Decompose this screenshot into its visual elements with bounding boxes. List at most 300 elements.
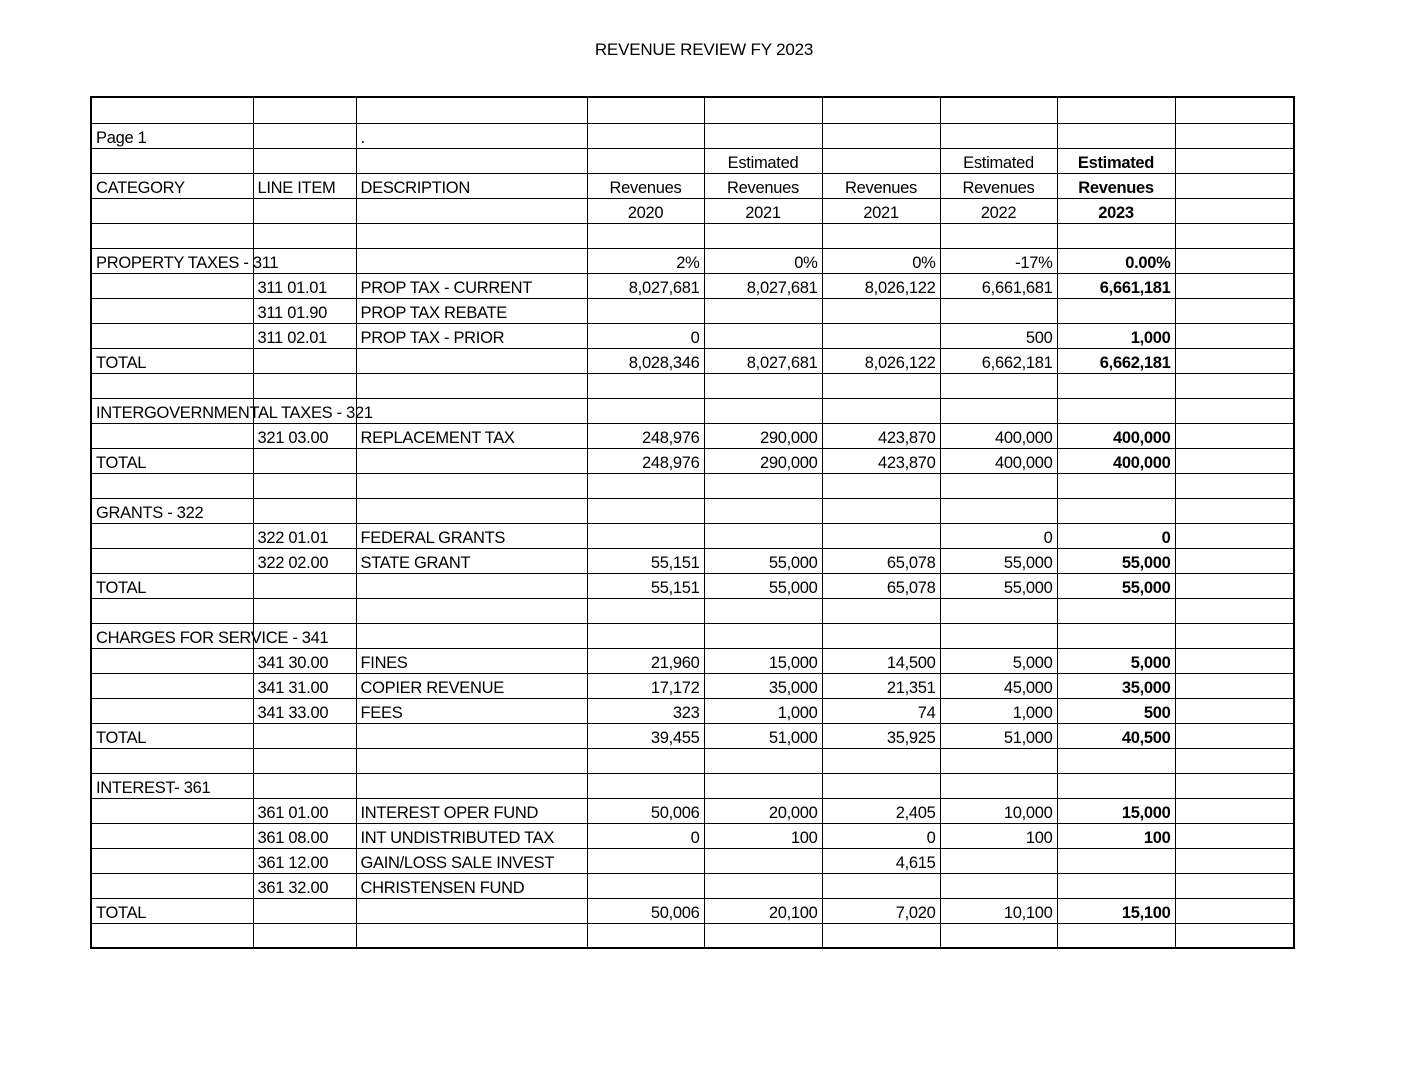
extra-cell bbox=[1175, 423, 1294, 448]
value-cell: 290,000 bbox=[704, 448, 822, 473]
header-cell: Revenues bbox=[822, 173, 940, 198]
description-cell bbox=[356, 448, 587, 473]
value-cell: 0 bbox=[822, 823, 940, 848]
description-cell bbox=[356, 623, 587, 648]
value-cell: 50,006 bbox=[587, 798, 704, 823]
line-item-cell bbox=[253, 598, 356, 623]
value-cell bbox=[1057, 748, 1175, 773]
category-cell bbox=[91, 748, 253, 773]
value-cell bbox=[940, 373, 1057, 398]
value-cell bbox=[940, 623, 1057, 648]
line-item-description: PROP TAX REBATE bbox=[356, 298, 587, 323]
line-item-code: 322 01.01 bbox=[253, 523, 356, 548]
line-item-code: 361 12.00 bbox=[253, 848, 356, 873]
value-cell: 290,000 bbox=[704, 423, 822, 448]
value-cell bbox=[1057, 473, 1175, 498]
description-cell bbox=[356, 923, 587, 948]
extra-cell bbox=[1175, 573, 1294, 598]
line-item-code: 322 02.00 bbox=[253, 548, 356, 573]
value-cell: 8,028,346 bbox=[587, 348, 704, 373]
total-row bbox=[91, 723, 1294, 748]
value-cell: 5,000 bbox=[1057, 648, 1175, 673]
value-cell: 39,455 bbox=[587, 723, 704, 748]
header-cell: 2023 bbox=[1057, 198, 1175, 223]
value-cell bbox=[704, 923, 822, 948]
value-cell: 500 bbox=[940, 323, 1057, 348]
category-cell bbox=[91, 523, 253, 548]
value-cell: 2,405 bbox=[822, 798, 940, 823]
value-cell: 7,020 bbox=[822, 898, 940, 923]
value-cell: 400,000 bbox=[940, 423, 1057, 448]
value-cell: 8,026,122 bbox=[822, 348, 940, 373]
extra-cell bbox=[1175, 323, 1294, 348]
total-row bbox=[91, 348, 1294, 373]
value-cell: 0 bbox=[587, 323, 704, 348]
value-cell bbox=[822, 523, 940, 548]
header-cell: Revenues bbox=[587, 173, 704, 198]
value-cell bbox=[587, 748, 704, 773]
total-label: TOTAL bbox=[91, 348, 253, 373]
category-cell bbox=[91, 798, 253, 823]
value-cell: 6,662,181 bbox=[940, 348, 1057, 373]
value-cell bbox=[822, 873, 940, 898]
value-cell bbox=[1057, 848, 1175, 873]
total-label: TOTAL bbox=[91, 898, 253, 923]
value-cell: 4,615 bbox=[822, 848, 940, 873]
value-cell bbox=[704, 398, 822, 423]
value-cell: 423,870 bbox=[822, 423, 940, 448]
line-item-row bbox=[91, 523, 1294, 548]
header-cell: Estimated bbox=[704, 148, 822, 173]
category-cell bbox=[91, 548, 253, 573]
line-item-code: 321 03.00 bbox=[253, 423, 356, 448]
value-cell: 35,925 bbox=[822, 723, 940, 748]
value-cell: 20,100 bbox=[704, 898, 822, 923]
category-cell bbox=[91, 373, 253, 398]
line-item-description: FINES bbox=[356, 648, 587, 673]
extra-cell bbox=[1175, 648, 1294, 673]
value-cell bbox=[587, 598, 704, 623]
extra-cell bbox=[1175, 373, 1294, 398]
value-cell bbox=[587, 848, 704, 873]
header-cell: DESCRIPTION bbox=[356, 173, 587, 198]
value-cell bbox=[704, 373, 822, 398]
value-cell: 6,661,681 bbox=[940, 273, 1057, 298]
value-cell: 1,000 bbox=[940, 698, 1057, 723]
category-cell bbox=[91, 873, 253, 898]
value-cell: 10,100 bbox=[940, 898, 1057, 923]
line-item-code: 311 01.01 bbox=[253, 273, 356, 298]
value-cell: 74 bbox=[822, 698, 940, 723]
header-cell bbox=[356, 148, 587, 173]
value-cell bbox=[704, 473, 822, 498]
value-cell bbox=[704, 498, 822, 523]
value-cell bbox=[587, 923, 704, 948]
extra-cell bbox=[1175, 298, 1294, 323]
line-item-cell bbox=[253, 373, 356, 398]
value-cell: 100 bbox=[940, 823, 1057, 848]
value-cell bbox=[704, 873, 822, 898]
extra-cell bbox=[1175, 348, 1294, 373]
header-cell: 2021 bbox=[704, 198, 822, 223]
blank-row bbox=[91, 748, 1294, 773]
line-item-description: INTEREST OPER FUND bbox=[356, 798, 587, 823]
value-cell: 55,000 bbox=[1057, 548, 1175, 573]
value-cell: 55,000 bbox=[940, 548, 1057, 573]
extra-cell bbox=[1175, 223, 1294, 248]
value-cell bbox=[587, 398, 704, 423]
value-cell: 0% bbox=[822, 248, 940, 273]
extra-cell bbox=[1175, 798, 1294, 823]
value-cell bbox=[822, 923, 940, 948]
line-item-cell bbox=[253, 723, 356, 748]
header-cell: Revenues bbox=[704, 173, 822, 198]
value-cell: 15,000 bbox=[704, 648, 822, 673]
extra-cell bbox=[1175, 773, 1294, 798]
value-cell bbox=[940, 473, 1057, 498]
extra-cell bbox=[1175, 698, 1294, 723]
value-cell: 6,661,181 bbox=[1057, 273, 1175, 298]
value-cell: 0 bbox=[1057, 523, 1175, 548]
value-cell: 40,500 bbox=[1057, 723, 1175, 748]
value-cell bbox=[940, 773, 1057, 798]
line-item-cell bbox=[253, 448, 356, 473]
extra-cell bbox=[1175, 923, 1294, 948]
line-item-code: 361 08.00 bbox=[253, 823, 356, 848]
category-cell bbox=[91, 473, 253, 498]
extra-cell bbox=[1175, 448, 1294, 473]
extra-cell bbox=[1175, 848, 1294, 873]
line-item-code: 311 01.90 bbox=[253, 298, 356, 323]
value-cell bbox=[822, 373, 940, 398]
value-cell bbox=[1057, 923, 1175, 948]
value-cell bbox=[704, 323, 822, 348]
value-cell: 21,351 bbox=[822, 673, 940, 698]
value-cell: 55,000 bbox=[704, 548, 822, 573]
value-cell: 21,960 bbox=[587, 648, 704, 673]
line-item-cell bbox=[253, 348, 356, 373]
value-cell: 35,000 bbox=[1057, 673, 1175, 698]
value-cell: 323 bbox=[587, 698, 704, 723]
document-title: REVENUE REVIEW FY 2023 bbox=[594, 40, 814, 59]
header-cell: 2020 bbox=[587, 198, 704, 223]
line-item-cell bbox=[253, 923, 356, 948]
line-item-description: INT UNDISTRIBUTED TAX bbox=[356, 823, 587, 848]
value-cell: 14,500 bbox=[822, 648, 940, 673]
description-cell bbox=[356, 898, 587, 923]
line-item-cell bbox=[253, 748, 356, 773]
extra-cell bbox=[1175, 823, 1294, 848]
value-cell: 15,100 bbox=[1057, 898, 1175, 923]
value-cell: 45,000 bbox=[940, 673, 1057, 698]
line-item-cell bbox=[253, 473, 356, 498]
value-cell: 423,870 bbox=[822, 448, 940, 473]
value-cell: 55,000 bbox=[704, 573, 822, 598]
value-cell bbox=[822, 298, 940, 323]
category-cell bbox=[91, 223, 253, 248]
header-cell bbox=[253, 148, 356, 173]
value-cell: 55,151 bbox=[587, 548, 704, 573]
header-cell bbox=[587, 148, 704, 173]
extra-cell bbox=[1175, 748, 1294, 773]
value-cell bbox=[587, 498, 704, 523]
extra-cell bbox=[1175, 673, 1294, 698]
extra-cell bbox=[1175, 898, 1294, 923]
value-cell bbox=[704, 523, 822, 548]
value-cell: 100 bbox=[704, 823, 822, 848]
category-cell bbox=[91, 598, 253, 623]
total-label: TOTAL bbox=[91, 573, 253, 598]
value-cell: 0% bbox=[704, 248, 822, 273]
value-cell bbox=[822, 623, 940, 648]
blank-row bbox=[91, 598, 1294, 623]
line-item-row bbox=[91, 848, 1294, 873]
description-cell bbox=[356, 373, 587, 398]
value-cell bbox=[940, 398, 1057, 423]
value-cell: 51,000 bbox=[704, 723, 822, 748]
value-cell bbox=[587, 298, 704, 323]
value-cell bbox=[587, 373, 704, 398]
line-item-cell bbox=[253, 773, 356, 798]
value-cell bbox=[822, 498, 940, 523]
value-cell: 50,006 bbox=[587, 898, 704, 923]
value-cell bbox=[940, 298, 1057, 323]
category-row bbox=[91, 398, 1294, 423]
description-cell bbox=[356, 748, 587, 773]
line-item-row bbox=[91, 673, 1294, 698]
extra-cell bbox=[1175, 398, 1294, 423]
category-row bbox=[91, 498, 1294, 523]
extra-cell bbox=[1175, 473, 1294, 498]
description-cell bbox=[356, 473, 587, 498]
extra-cell bbox=[1175, 873, 1294, 898]
value-cell bbox=[940, 848, 1057, 873]
header-cell: Estimated bbox=[940, 148, 1057, 173]
line-item-code: 361 01.00 bbox=[253, 798, 356, 823]
value-cell bbox=[1057, 298, 1175, 323]
line-item-description: FEES bbox=[356, 698, 587, 723]
extra-cell bbox=[1175, 523, 1294, 548]
description-cell bbox=[356, 598, 587, 623]
value-cell: 0 bbox=[940, 523, 1057, 548]
header-cell: Estimated bbox=[1057, 148, 1175, 173]
line-item-cell bbox=[253, 898, 356, 923]
value-cell: 1,000 bbox=[704, 698, 822, 723]
extra-cell bbox=[1175, 723, 1294, 748]
page-label: Page 1 bbox=[91, 123, 253, 148]
page-label-row bbox=[91, 123, 1294, 148]
value-cell: 15,000 bbox=[1057, 798, 1175, 823]
value-cell: 8,027,681 bbox=[704, 273, 822, 298]
value-cell: 8,027,681 bbox=[704, 348, 822, 373]
value-cell bbox=[704, 848, 822, 873]
line-item-code: 341 31.00 bbox=[253, 673, 356, 698]
line-item-description: GAIN/LOSS SALE INVEST bbox=[356, 848, 587, 873]
category-label: INTEREST- 361 bbox=[91, 773, 253, 798]
line-item-row bbox=[91, 798, 1294, 823]
extra-cell bbox=[1175, 548, 1294, 573]
value-cell bbox=[587, 223, 704, 248]
value-cell bbox=[1057, 223, 1175, 248]
line-item-row bbox=[91, 873, 1294, 898]
value-cell: 65,078 bbox=[822, 548, 940, 573]
line-item-description: FEDERAL GRANTS bbox=[356, 523, 587, 548]
header-cell bbox=[253, 198, 356, 223]
value-cell bbox=[822, 323, 940, 348]
category-label: PROPERTY TAXES - 311 bbox=[91, 248, 253, 273]
table-row bbox=[91, 97, 1294, 123]
extra-cell bbox=[1175, 598, 1294, 623]
extra-cell bbox=[1175, 623, 1294, 648]
description-cell bbox=[356, 248, 587, 273]
value-cell: 400,000 bbox=[940, 448, 1057, 473]
line-item-description: CHRISTENSEN FUND bbox=[356, 873, 587, 898]
value-cell: 8,027,681 bbox=[587, 273, 704, 298]
value-cell bbox=[822, 598, 940, 623]
extra-cell bbox=[1175, 498, 1294, 523]
line-item-row bbox=[91, 298, 1294, 323]
description-cell bbox=[356, 398, 587, 423]
value-cell bbox=[940, 748, 1057, 773]
value-cell: 55,000 bbox=[1057, 573, 1175, 598]
line-item-description: PROP TAX - CURRENT bbox=[356, 273, 587, 298]
header-cell: 2022 bbox=[940, 198, 1057, 223]
value-cell bbox=[822, 223, 940, 248]
category-label: INTERGOVERNMENTAL TAXES - 321 bbox=[91, 398, 253, 423]
value-cell: 65,078 bbox=[822, 573, 940, 598]
value-cell: -17% bbox=[940, 248, 1057, 273]
value-cell: 500 bbox=[1057, 698, 1175, 723]
blank-row bbox=[91, 473, 1294, 498]
header-row-2 bbox=[91, 173, 1294, 198]
header-row-3 bbox=[91, 198, 1294, 223]
description-cell bbox=[356, 498, 587, 523]
total-row bbox=[91, 448, 1294, 473]
value-cell: 5,000 bbox=[940, 648, 1057, 673]
line-item-description: PROP TAX - PRIOR bbox=[356, 323, 587, 348]
category-cell bbox=[91, 298, 253, 323]
category-cell bbox=[91, 273, 253, 298]
value-cell bbox=[822, 398, 940, 423]
value-cell: 17,172 bbox=[587, 673, 704, 698]
description-cell bbox=[356, 573, 587, 598]
value-cell bbox=[587, 473, 704, 498]
value-cell: 400,000 bbox=[1057, 423, 1175, 448]
category-row bbox=[91, 623, 1294, 648]
header-cell bbox=[356, 198, 587, 223]
value-cell bbox=[940, 923, 1057, 948]
value-cell bbox=[704, 598, 822, 623]
value-cell bbox=[587, 873, 704, 898]
line-item-row bbox=[91, 323, 1294, 348]
value-cell bbox=[940, 498, 1057, 523]
blank-row bbox=[91, 923, 1294, 948]
value-cell bbox=[940, 223, 1057, 248]
line-item-description: STATE GRANT bbox=[356, 548, 587, 573]
value-cell bbox=[587, 773, 704, 798]
description-cell bbox=[356, 723, 587, 748]
value-cell bbox=[822, 748, 940, 773]
line-item-cell bbox=[253, 498, 356, 523]
value-cell bbox=[704, 773, 822, 798]
line-item-code: 361 32.00 bbox=[253, 873, 356, 898]
total-label: TOTAL bbox=[91, 448, 253, 473]
value-cell: 55,151 bbox=[587, 573, 704, 598]
value-cell bbox=[822, 473, 940, 498]
value-cell bbox=[1057, 498, 1175, 523]
category-cell bbox=[91, 848, 253, 873]
line-item-description: REPLACEMENT TAX bbox=[356, 423, 587, 448]
value-cell: 248,976 bbox=[587, 448, 704, 473]
value-cell bbox=[587, 523, 704, 548]
line-item-row bbox=[91, 548, 1294, 573]
value-cell bbox=[940, 598, 1057, 623]
header-cell bbox=[91, 148, 253, 173]
value-cell: 1,000 bbox=[1057, 323, 1175, 348]
description-cell bbox=[356, 223, 587, 248]
description-cell bbox=[356, 773, 587, 798]
line-item-row bbox=[91, 273, 1294, 298]
category-label: CHARGES FOR SERVICE - 341 bbox=[91, 623, 253, 648]
value-cell: 8,026,122 bbox=[822, 273, 940, 298]
value-cell: 400,000 bbox=[1057, 448, 1175, 473]
total-label: TOTAL bbox=[91, 723, 253, 748]
value-cell: 20,000 bbox=[704, 798, 822, 823]
header-cell bbox=[91, 198, 253, 223]
value-cell: 0.00% bbox=[1057, 248, 1175, 273]
value-cell: 2% bbox=[587, 248, 704, 273]
category-cell bbox=[91, 673, 253, 698]
total-row bbox=[91, 573, 1294, 598]
line-item-cell bbox=[253, 573, 356, 598]
line-item-code: 341 30.00 bbox=[253, 648, 356, 673]
line-item-code: 311 02.01 bbox=[253, 323, 356, 348]
extra-cell bbox=[1175, 248, 1294, 273]
category-row bbox=[91, 773, 1294, 798]
value-cell bbox=[704, 223, 822, 248]
category-cell bbox=[91, 423, 253, 448]
category-cell bbox=[91, 698, 253, 723]
value-cell bbox=[587, 623, 704, 648]
line-item-description: COPIER REVENUE bbox=[356, 673, 587, 698]
line-item-row bbox=[91, 648, 1294, 673]
extra-cell bbox=[1175, 273, 1294, 298]
page-mark: . bbox=[356, 123, 587, 148]
value-cell: 100 bbox=[1057, 823, 1175, 848]
value-cell bbox=[1057, 873, 1175, 898]
total-row bbox=[91, 898, 1294, 923]
value-cell bbox=[940, 873, 1057, 898]
line-item-code: 341 33.00 bbox=[253, 698, 356, 723]
value-cell: 51,000 bbox=[940, 723, 1057, 748]
description-cell bbox=[356, 348, 587, 373]
value-cell: 6,662,181 bbox=[1057, 348, 1175, 373]
line-item-cell bbox=[253, 223, 356, 248]
category-cell bbox=[91, 923, 253, 948]
value-cell: 248,976 bbox=[587, 423, 704, 448]
category-row bbox=[91, 248, 1294, 273]
value-cell: 55,000 bbox=[940, 573, 1057, 598]
value-cell bbox=[704, 623, 822, 648]
table-body bbox=[91, 97, 1294, 948]
category-cell bbox=[91, 823, 253, 848]
value-cell bbox=[704, 298, 822, 323]
line-item-row bbox=[91, 423, 1294, 448]
value-cell bbox=[704, 748, 822, 773]
header-cell: 2021 bbox=[822, 198, 940, 223]
value-cell bbox=[1057, 398, 1175, 423]
value-cell: 10,000 bbox=[940, 798, 1057, 823]
